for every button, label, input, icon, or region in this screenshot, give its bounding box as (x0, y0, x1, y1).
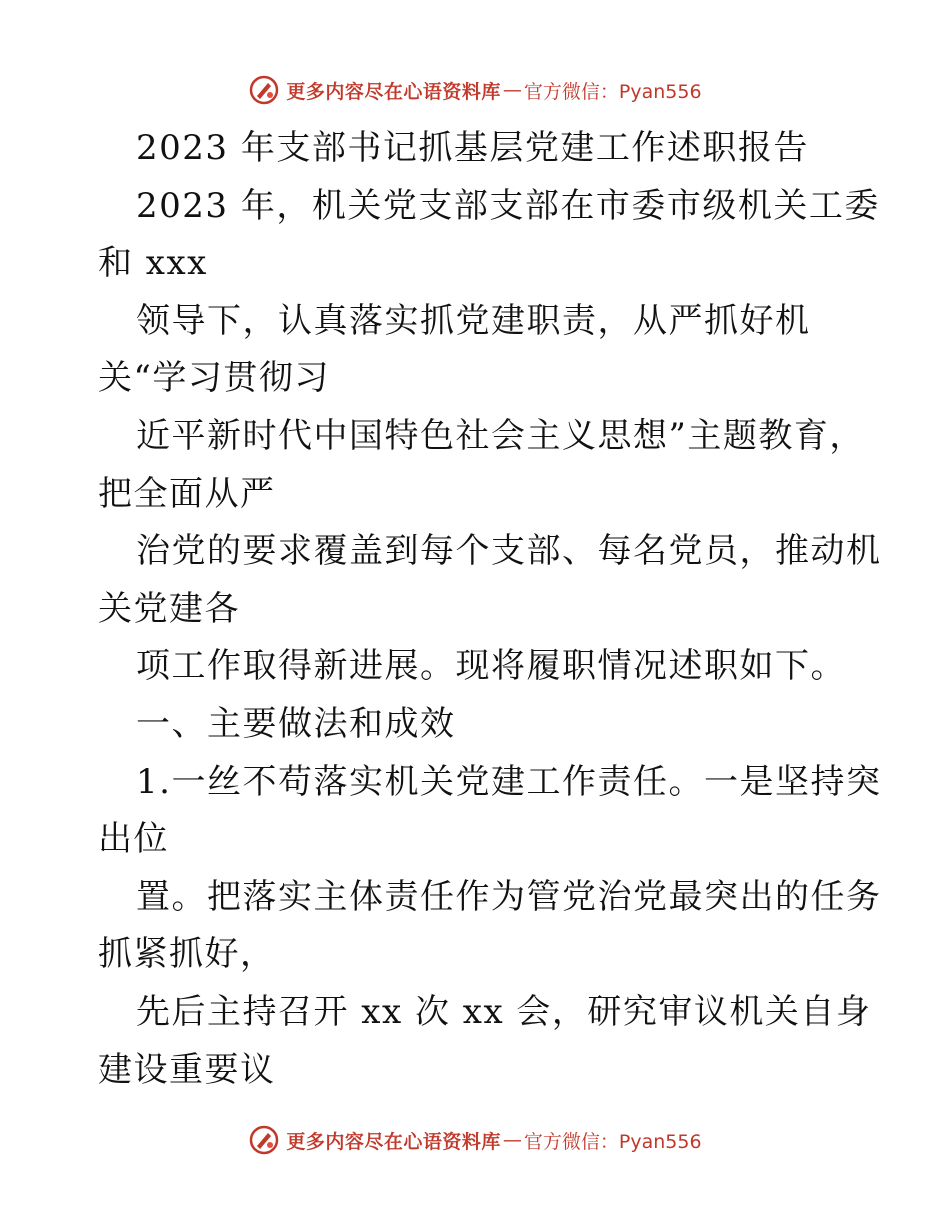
body-line: 关党建各 (98, 588, 240, 629)
body-line: 关“学习贯彻习 (98, 358, 330, 399)
body-line: 治党的要求覆盖到每个支部、每名党员，推动机 (136, 531, 882, 572)
banner-separator: — (502, 79, 522, 101)
document-body (98, 120, 882, 1099)
footer-watermark-banner (0, 1120, 950, 1160)
body-line: 和 xxx (98, 243, 208, 284)
body-line: 项工作取得新进展。现将履职情况述职如下。 (136, 646, 846, 687)
banner-contact-text: 官方微信：Pyan556 (523, 1130, 702, 1153)
body-line: 领导下，认真落实抓党建职责，从严抓好机 (136, 300, 811, 341)
banner-main-text: 更多内容尽在心语资料库 (286, 80, 501, 103)
body-line: 置。把落实主体责任作为管党治党最突出的任务 (136, 876, 882, 917)
header-watermark-banner (0, 70, 950, 110)
banner-contact-text: 官方微信：Pyan556 (523, 80, 702, 103)
body-line: 抓紧抓好， (98, 934, 276, 975)
body-line: 2023 年，机关党支部支部在市委市级机关工委 (136, 185, 880, 226)
banner-separator: — (502, 1129, 522, 1151)
body-line: 先后主持召开 xx 次 xx 会，研究审议机关自身 (136, 991, 872, 1032)
body-line: 1.一丝不苟落实机关党建工作责任。一是坚持突 (136, 761, 882, 802)
banner-main-text: 更多内容尽在心语资料库 (286, 1130, 501, 1153)
section-heading: 一、主要做法和成效 (136, 703, 456, 744)
brand-logo-icon (248, 1124, 280, 1156)
document-title: 2023 年支部书记抓基层党建工作述职报告 (136, 128, 809, 168)
body-line: 出位 (98, 819, 169, 860)
body-line: 建设重要议 (98, 1049, 276, 1090)
body-line: 近平新时代中国特色社会主义思想”主题教育， (136, 415, 865, 456)
body-line: 把全面从严 (98, 473, 276, 514)
brand-logo-icon (248, 74, 280, 106)
